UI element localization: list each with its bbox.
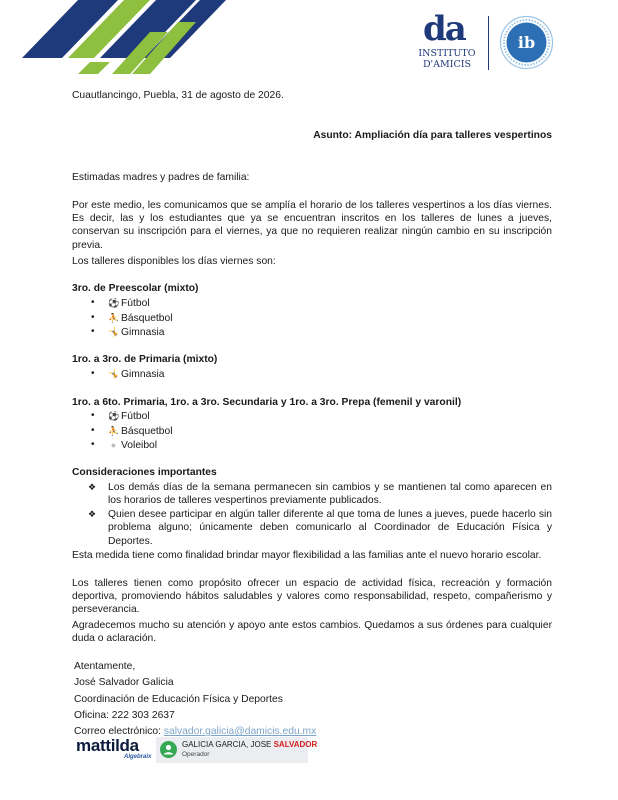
signature-role: Coordinación de Educación Física y Deportes [74, 693, 283, 705]
workshop-list-primaria [72, 367, 532, 382]
operator-name: GALICIA GARCIA, JOSE SALVADOR [182, 740, 318, 749]
soccer-ball-icon: ⚽ [108, 298, 120, 308]
soccer-ball-icon: ⚽ [108, 411, 120, 421]
group-title-primaria: 1ro. a 3ro. de Primaria (mixto) [72, 354, 218, 365]
ib-world-school-logo [499, 15, 554, 70]
signature-block [74, 659, 374, 740]
intro-paragraph: Por este medio, les comunicamos que se amplía el horario de los talleres vespertinos a los días viernes. Es decir, las y los estudiantes que ya se encuentran inscritos en los talleres de lunes a jueves, conservan su inscripción para el viernes, ya que no requieren realizar ningún cambio en su inscripción previa. [72, 200, 552, 251]
closing-paragraph-goals: Los talleres tienen como propósito ofrecer un espacio de actividad física, recreación y formación deportiva, promoviendo hábitos saludables y valores como responsabilidad, respeto, compañerismo y perseverancia. [72, 578, 552, 616]
list-item: • ● Voleibol [91, 439, 158, 451]
list-item: • ⚽ Fútbol [91, 297, 150, 309]
signature-salutation: Atentamente, [74, 661, 136, 672]
volleyball-icon: ● [110, 440, 117, 450]
available-workshops-intro: Los talleres disponibles los días viernes son: [72, 256, 276, 267]
damicis-logo-mark: da [423, 9, 465, 49]
group-title-preescolar: 3ro. de Preescolar (mixto) [72, 283, 199, 294]
svg-text:ib: ib [517, 33, 536, 52]
damicis-logo-text: INSTITUTO D'AMICIS [418, 48, 476, 70]
mattilda-logo: mattilda Algebraix [76, 736, 152, 760]
operator-role: Operador [182, 751, 210, 758]
logo-divider [488, 16, 489, 70]
letterhead-logos [415, 10, 565, 76]
greeting: Estimadas madres y padres de familia: [72, 172, 250, 183]
email-link[interactable]: salvador.galicia@damicis.edu.mx [163, 726, 317, 738]
workshop-list-preescolar [72, 296, 532, 340]
list-item: • ⛹ Básquetbol [91, 424, 173, 437]
list-item: • 🤸 Gimnasia [91, 368, 165, 380]
group-title-all-levels: 1ro. a 6to. Primaria, 1ro. a 3ro. Secundaria y 1ro. a 3ro. Prepa (femenil y varonil) [72, 397, 462, 408]
consideration-item: ❖ Los demás días de la semana permanecen sin cambios y se mantienen tal como aparecen en los horarios de talleres vespertinos previamente publicados. [88, 482, 552, 507]
considerations-title: Consideraciones importantes [72, 467, 217, 478]
signature-office-phone: Oficina: 222 303 2637 [74, 709, 175, 721]
workshop-list-all-levels [72, 409, 532, 453]
consideration-item: ❖ Quien desee participar en algún taller diferente al que toma de lunes a jueves, puede hacerlo sin problema alguno; únicamente deben comunicarlo al Coordinador de Educación Física y Deportes. [88, 509, 552, 547]
list-item: • 🤸 Gimnasia [91, 326, 165, 338]
operator-avatar [160, 741, 177, 758]
closing-paragraph-purpose: Esta medida tiene como finalidad brindar mayor flexibilidad a las familias ante el nuevo horario escolar. [72, 550, 542, 561]
subject-line: Asunto: Ampliación día para talleres vespertinos [313, 130, 552, 141]
diamond-bullet-icon: ❖ [88, 509, 97, 519]
basketball-player-icon: ⛹ [108, 312, 120, 323]
closing-paragraph-thanks: Agradecemos mucho su atención y apoyo ante estos cambios. Quedamos a sus órdenes para cualquier duda o aclaración. [72, 620, 552, 645]
header-stripes-decoration [0, 0, 240, 78]
operator-badge [156, 737, 318, 763]
gymnast-icon: 🤸 [108, 369, 120, 379]
gymnast-icon: 🤸 [108, 327, 120, 337]
signature-email-line: Correo electrónico: salvador.galicia@damicis.edu.mx [74, 726, 317, 738]
signature-name: José Salvador Galicia [74, 677, 174, 689]
place-and-date: Cuautlancingo, Puebla, 31 de agosto de 2026. [72, 90, 284, 101]
list-item: • ⛹ Básquetbol [91, 311, 173, 324]
list-item: • ⚽ Fútbol [91, 410, 150, 422]
basketball-player-icon: ⛹ [108, 425, 120, 436]
diamond-bullet-icon: ❖ [88, 482, 97, 492]
user-icon [160, 741, 177, 758]
